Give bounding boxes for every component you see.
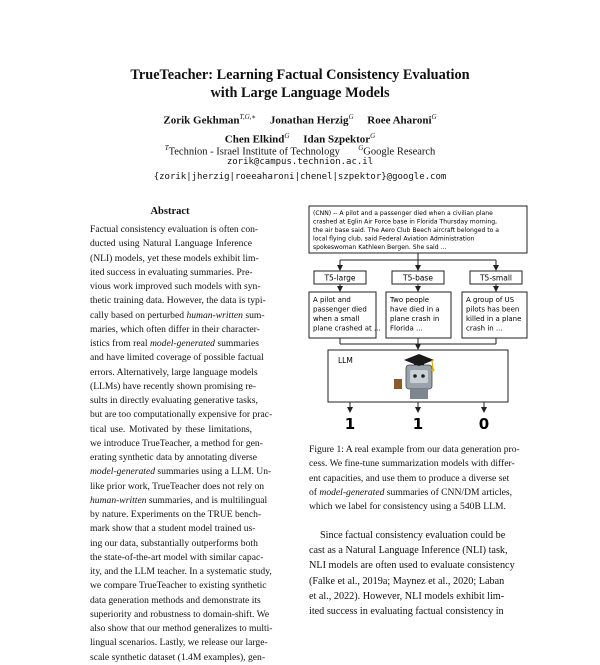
text-line: we compare TrueTeacher to existing synthetic	[90, 580, 267, 592]
abstract-body	[90, 223, 273, 665]
author-name: Roee Aharoni	[367, 114, 432, 127]
summary-line: Florida ...	[390, 324, 423, 333]
text-line: cally based on perturbed human-written sum-	[90, 309, 265, 321]
text-line: ited success in evaluating factual consistency in	[309, 606, 504, 618]
summary-line: plane crash in	[390, 315, 440, 323]
summary-line: Two people	[390, 296, 430, 304]
text-line: but are too computationally expensive for prac-	[90, 409, 273, 421]
text-line: ducted using Natural Language Inference	[90, 238, 252, 250]
text-line: ited success in evaluating summaries. Pre-	[90, 266, 253, 278]
email-technion: zorik@campus.technion.ac.il	[226, 157, 374, 167]
text-line: by nature. Experiments on the TRUE bench-	[90, 509, 262, 520]
text-line: ent capacities, and use them to produce a diverse set	[309, 472, 510, 484]
text-line: ing our data, substantially outperforms both	[90, 537, 258, 549]
consistency-label: 0	[478, 415, 490, 433]
author-name: Jonathan Herzig	[269, 114, 349, 127]
text-line: human-written summaries, and is multilingual	[90, 494, 268, 506]
title-line-1: TrueTeacher: Learning Factual Consistency Evaluation	[130, 67, 470, 83]
text-line: Factual consistency evaluation is often con-	[90, 224, 259, 235]
text-line: vious work improved such models with syn-	[90, 281, 261, 292]
text-line: et al., 2022). However, NLI models exhibit lim-	[309, 590, 505, 602]
text-line: mark show that a student model trained us-	[90, 523, 256, 535]
text-line: model-generated summaries using a LLM. Un-	[90, 466, 272, 478]
text-line: the state-of-the-art model with similar capac-	[90, 551, 264, 563]
model-label: T5-large	[324, 273, 356, 283]
model-label: T5-small	[479, 273, 513, 283]
text-line: (LLMs) have recently shown promising re-	[90, 380, 256, 392]
summary-line: when a small	[313, 315, 360, 323]
author-row-1	[60, 110, 540, 129]
affil-mark-g: G	[358, 144, 364, 152]
text-line: and have limited coverage of possible factual	[90, 352, 264, 364]
consistency-label: 1	[344, 415, 356, 433]
llm-label: LLM	[338, 356, 353, 365]
author-affil-mark: G	[370, 131, 376, 140]
text-line: erating synthetic data by annotating diverse	[90, 452, 258, 463]
figure-diagram	[306, 203, 530, 443]
source-line: local flying club, said Federal Aviation Administration	[313, 235, 475, 243]
author-affil-mark: T,G,∗	[239, 113, 257, 121]
author-affil-mark: G	[348, 113, 354, 121]
text-line: istics from real model-generated summaries	[90, 338, 259, 349]
text-line: superiority and robustness to domain-shift. We	[90, 608, 270, 620]
summary-line: A group of US	[466, 296, 515, 304]
text-line: data generation methods and demonstrate its	[90, 594, 261, 606]
consistency-label: 1	[412, 415, 424, 433]
paper-title	[60, 66, 540, 102]
source-line: crashed at Eglin Air Force base in Florida Thursday morning,	[313, 218, 498, 226]
text-line: we introduce TrueTeacher, a method for gen-	[90, 437, 263, 449]
email-google: {zorik|jherzig|roeeaharoni|chenel|szpektor}@google.com	[153, 172, 447, 182]
text-line: NLI models are often used to evaluate consistency	[309, 560, 515, 572]
figure-caption	[309, 443, 535, 514]
source-line: the air base said. The Aero Club Beech aircraft belonged to a	[313, 227, 500, 234]
affiliation-google: Google Research	[363, 146, 436, 158]
text-line: errors. Alternatively, large language models	[90, 366, 258, 378]
text-line: tical use. Motivated by these limitations,	[90, 423, 252, 435]
summary-line: A pilot and	[313, 296, 351, 304]
affil-mark-t: T	[164, 144, 169, 152]
text-line: cast as a Natural Language Inference (NLI) task,	[309, 545, 508, 557]
intro-paragraph	[309, 528, 535, 619]
text-line: of model-generated summaries of CNN/DM articles,	[309, 486, 513, 498]
source-line: (CNN) -- A pilot and a passenger died when a civilian plane	[313, 210, 493, 217]
text-line: Figure 1: A real example from our data generation pro-	[309, 444, 520, 455]
model-label: T5-base	[403, 273, 433, 283]
text-line: which we label for consistency using a 540B LLM.	[309, 501, 506, 512]
text-line: Since factual consistency evaluation could be	[320, 530, 506, 541]
author-affil-mark: G	[284, 131, 290, 140]
text-line: (Falke et al., 2019a; Maynez et al., 2020; Laban	[309, 575, 505, 587]
text-line: thetic training data. However, the data is typi-	[90, 295, 266, 307]
author-name: Idan Szpektor	[303, 133, 371, 146]
author-affil-mark: G	[431, 113, 437, 121]
title-line-2: with Large Language Models	[210, 85, 390, 101]
text-line: maries, which often differ in their character-	[90, 323, 260, 335]
text-line: also show that our method generalizes to multi-	[90, 623, 273, 634]
summary-line: pilots has been	[466, 305, 520, 314]
text-line: sults in directly evaluating generative tasks,	[90, 395, 258, 406]
text-line: cess. We fine-tune summarization models with differ-	[309, 458, 515, 470]
abstract-heading: Abstract	[150, 206, 190, 217]
text-line: like prior work, TrueTeacher does not rely on	[90, 480, 265, 492]
text-line: scale synthetic dataset (1.4M examples), gen-	[90, 651, 266, 663]
summary-line: plane crashed at ...	[313, 324, 381, 333]
summary-texts	[313, 296, 521, 333]
figure-1	[306, 203, 530, 443]
text-line: (NLI) models, yet these models exhibit lim-	[90, 252, 259, 264]
author-name: Chen Elkind	[224, 133, 285, 146]
summary-line: passenger died	[313, 305, 367, 314]
author-name: Zorik Gekhman	[163, 114, 240, 127]
text-line: lingual scenarios. Lastly, we release our large-	[90, 637, 268, 649]
summary-line: have died in a	[390, 305, 440, 314]
affiliation-technion: Technion - Israel Institute of Technology	[168, 146, 340, 158]
summary-line: killed in a plane	[466, 315, 522, 323]
text-line: ity, and the LLM teacher. In a systematic study,	[90, 566, 272, 577]
source-line: spokeswoman Kathleen Bergen. She said ...	[313, 244, 447, 251]
summary-line: crash in ...	[466, 324, 503, 333]
